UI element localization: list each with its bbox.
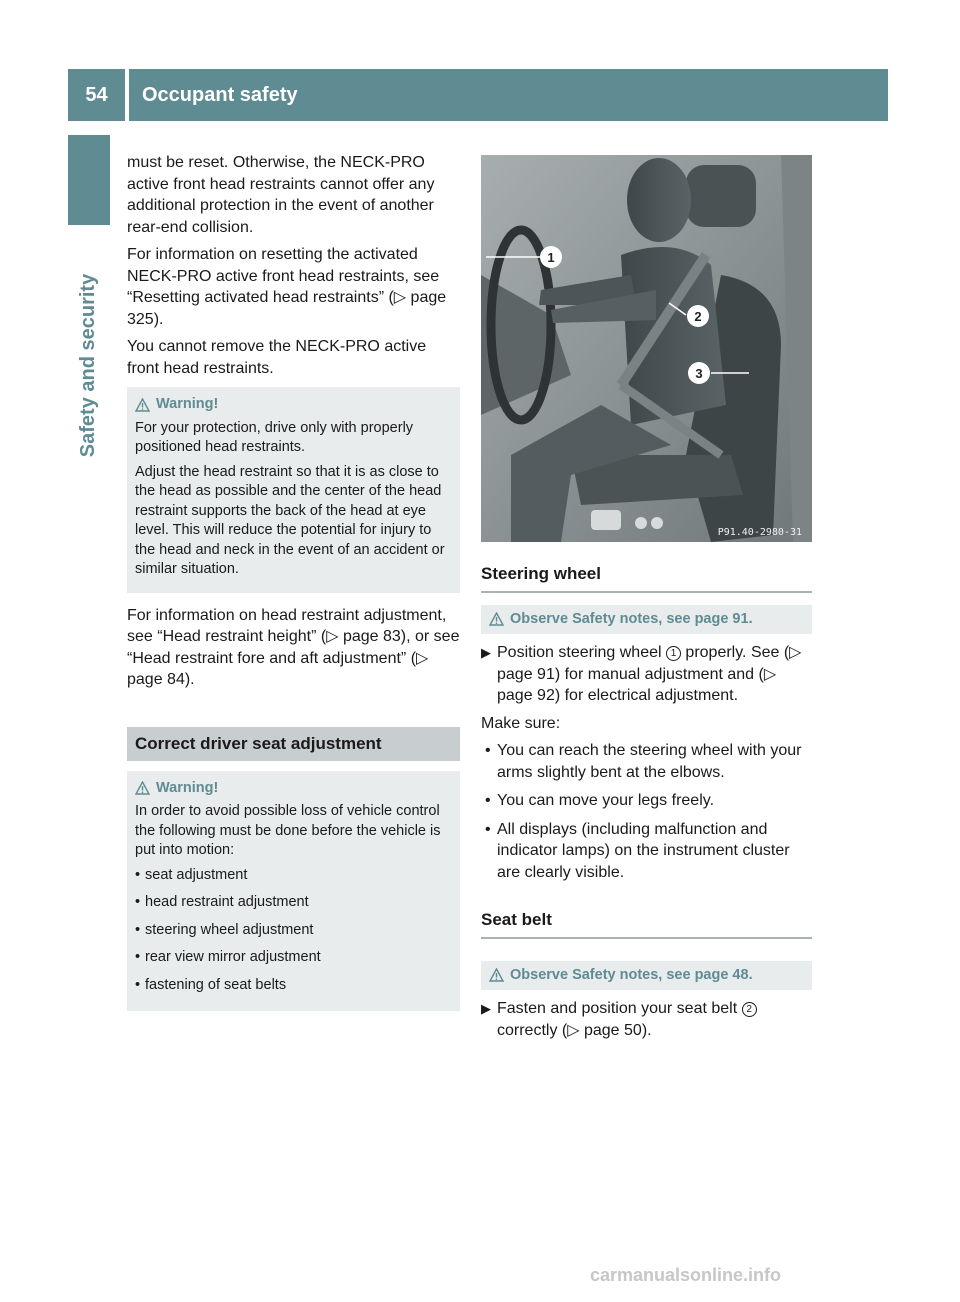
callout-2-label: 2: [694, 309, 702, 324]
step-arrow-icon: ▶: [481, 645, 491, 660]
left-column: [127, 152, 460, 1023]
warning-triangle-icon: [135, 398, 150, 412]
step-arrow-icon: ▶: [481, 1001, 491, 1016]
list-item: [481, 819, 812, 884]
page-number: 54: [85, 83, 108, 106]
safety-note-seatbelt: [481, 961, 812, 991]
warning-text-2: Adjust the head restraint so that it is as close to the head as possible and the center of the head restraint supports the back of the head at eye level. This will reduce the potential for injury to the head and neck in the event of an accident or similar situation.: [135, 463, 445, 577]
warning-box-head-restraints: [127, 387, 460, 593]
callout-marker-1: 1: [666, 646, 681, 661]
bullet-icon: •: [485, 792, 491, 809]
warning-title-text: Warning!: [156, 396, 219, 412]
subheading-steering-wheel: Steering wheel: [481, 563, 812, 593]
subheading-seat-belt: Seat belt: [481, 909, 812, 939]
driver-seat-illustration: [481, 155, 812, 542]
list-item: [481, 740, 812, 783]
list-item: • rear view mirror adjustment: [135, 948, 452, 968]
list-item: • fastening of seat belts: [135, 976, 452, 996]
warning-title: [135, 779, 452, 799]
section-title-driver-seat: Correct driver seat adjustment: [127, 727, 460, 761]
callout-3: [688, 362, 710, 384]
page-header: [68, 69, 888, 121]
callout-1: [540, 246, 562, 268]
warning-box-seat-adjustment: [127, 771, 460, 1012]
warning-text-1: In order to avoid possible loss of vehicle control the following must be done before the vehicle is put into motion:: [135, 803, 441, 858]
safety-note-text: Observe Safety notes, see page 48.: [510, 966, 753, 983]
figure-code: P91.40-2980-31: [717, 527, 802, 538]
intro-paragraph-1: must be reset. Otherwise, the NECK-PRO active front head restraints cannot offer any additional protection in the event of another rear-end collision.: [127, 154, 435, 236]
warning-triangle-icon: [489, 968, 504, 982]
step-text-before: Fasten and position your seat belt: [497, 1000, 742, 1017]
list-item: [481, 790, 812, 812]
safety-note-text: Observe Safety notes, see page 91.: [510, 610, 753, 627]
warning-triangle-icon: [489, 612, 504, 626]
warning-triangle-icon: [135, 781, 150, 795]
make-sure-label: Make sure:: [481, 714, 561, 732]
step-text-after: properly. See (▷ page 91) for manual adjustment and (▷ page 92) for electrical adjustment.: [497, 644, 802, 704]
right-column: [481, 563, 812, 1047]
section-tab-marker: [68, 135, 110, 225]
bullet-icon: •: [485, 742, 491, 759]
step-text-before: Position steering wheel: [497, 644, 666, 661]
warning-title-text: Warning!: [156, 779, 219, 796]
list-item: • head restraint adjustment: [135, 893, 452, 913]
warning-title: [135, 395, 452, 415]
safety-note-steering: [481, 605, 812, 635]
bullet-icon: •: [485, 820, 491, 838]
instruction-step-steering: [481, 642, 812, 707]
section-side-label: [70, 235, 108, 495]
intro-paragraph-3: You cannot remove the NECK-PRO active front head restraints.: [127, 338, 427, 377]
list-item-text: You can move your legs freely.: [497, 792, 715, 809]
list-item: • seat adjustment: [135, 866, 452, 886]
callout-1-label: 1: [547, 250, 555, 265]
intro-paragraph-2: For information on resetting the activated NECK-PRO active front head restraints, see “Resetting activated head restraints” (▷ page 325).: [127, 246, 447, 328]
callout-3-label: 3: [695, 366, 703, 381]
list-item-text: You can reach the steering wheel with your arms slightly bent at the elbows.: [497, 742, 802, 781]
pre-drive-checklist: [135, 866, 452, 996]
head-restraint-reference: For information on head restraint adjustment, see “Head restraint height” (▷ page 83), or see “Head restraint fore and aft adjustment” (▷ page 84).: [127, 606, 460, 688]
callout-2: [687, 305, 709, 327]
section-side-label-text: Safety and security: [77, 273, 100, 457]
driver-seat-drawing: [481, 155, 812, 542]
list-item-text: All displays (including malfunction and indicator lamps) on the instrument cluster are clearly visible.: [497, 820, 790, 881]
step-text-after: correctly (▷ page 50).: [497, 1021, 652, 1039]
header-divider: [125, 69, 129, 121]
chapter-title: Occupant safety: [142, 83, 298, 106]
list-item: • steering wheel adjustment: [135, 921, 452, 941]
instruction-step-seatbelt: [481, 998, 812, 1041]
callout-marker-2: 2: [742, 1002, 757, 1017]
site-watermark[interactable]: carmanualsonline.info: [590, 1265, 782, 1285]
warning-text-1: For your protection, drive only with properly positioned head restraints.: [135, 419, 414, 455]
